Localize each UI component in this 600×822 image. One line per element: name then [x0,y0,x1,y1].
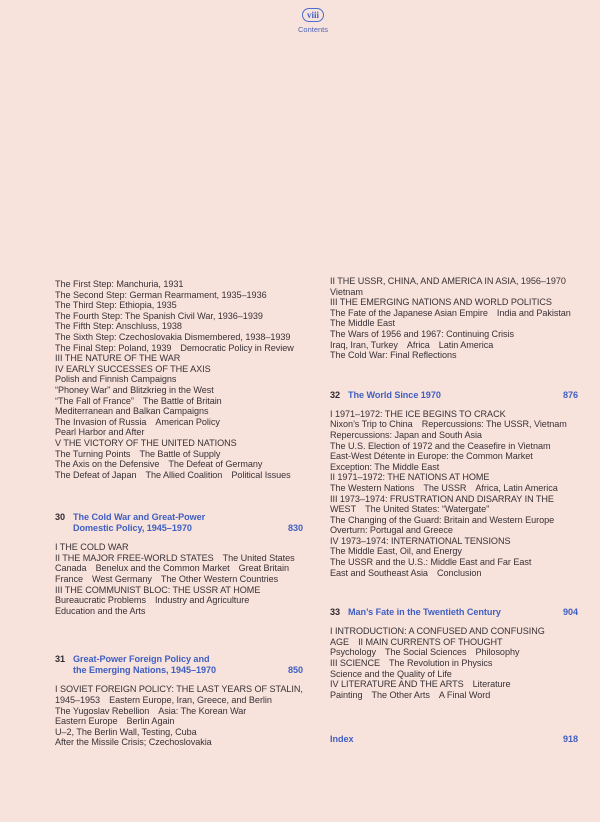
toc-entry-line [55,374,305,385]
toc-entry[interactable]: India and Pakistan [496,307,571,318]
toc-entry[interactable]: The USSR and the U.S.: Middle East and Far East [330,557,532,568]
toc-entry[interactable]: IV 1973–1974: INTERNATIONAL TENSIONS [330,535,511,546]
toc-entry-line [55,553,305,564]
toc-entry[interactable]: IV LITERATURE AND THE ARTS [330,679,464,690]
toc-entry[interactable]: East and Southeast Asia [330,567,428,578]
toc-entry[interactable]: IV EARLY SUCCESSES OF THE AXIS [55,363,211,374]
toc-entry[interactable]: The Defeat of Germany [168,459,263,470]
toc-entry[interactable]: The Third Step: Ethiopia, 1935 [55,300,177,311]
chapter-30-heading[interactable] [55,512,305,534]
toc-entry[interactable]: I 1971–1972: THE ICE BEGINS TO CRACK [330,408,506,419]
toc-entry-line [55,321,305,332]
toc-entry[interactable]: Vietnam [330,286,363,297]
chapter-number: 32 [330,389,341,400]
toc-entry[interactable]: A Final Word [438,689,491,700]
chapter-31-entries [55,684,305,748]
toc-entry-line [55,396,305,407]
toc-entry-line [330,658,580,669]
toc-entry[interactable]: III 1973–1974: FRUSTRATION AND DISARRAY IN THE [330,493,554,504]
index-heading[interactable] [330,734,580,745]
left-column [55,279,305,748]
toc-entry-line [330,679,580,690]
toc-entry[interactable]: Repercussions: The USSR, Vietnam [421,419,567,430]
toc-entry[interactable]: The Fate of the Japanese Asian Empire [330,307,488,318]
toc-entry-line [55,332,305,343]
toc-entry-line [330,287,580,298]
toc-entry[interactable]: Bureaucratic Problems [55,595,146,606]
toc-entry-line [55,737,305,748]
toc-entry[interactable]: V THE VICTORY OF THE UNITED NATIONS [55,437,237,448]
page-number-badge: viii [302,8,324,22]
toc-entry-line [330,472,580,483]
toc-entry-line [330,483,580,494]
toc-entry-line [330,308,580,319]
toc-entry-line [330,568,580,579]
toc-entry-line [330,504,580,515]
toc-entry[interactable]: Africa, Latin America [475,482,558,493]
toc-entry[interactable]: The Changing of the Guard: Britain and Western Europe [330,514,555,525]
toc-entry-line [330,350,580,361]
toc-entry[interactable]: The Other Arts [371,689,430,700]
toc-entry[interactable]: The Turning Points [55,448,131,459]
toc-entry[interactable]: Mediterranean and Balkan Campaigns [55,406,209,417]
toc-entry-line [55,716,305,727]
toc-entry-line [330,276,580,287]
toc-entry[interactable]: Polish and Finnish Campaigns [55,374,177,385]
toc-entry[interactable]: The Fourth Step: The Spanish Civil War, 1936–1939 [55,310,263,321]
chapter-33-heading[interactable] [330,607,580,618]
chapter-number: 30 [55,512,66,523]
toc-entry[interactable]: The Middle East, Oil, and Energy [330,546,462,557]
toc-entry[interactable]: The Fifth Step: Anschluss, 1938 [55,321,182,332]
toc-entry-line [330,441,580,452]
toc-entry-line [330,297,580,308]
toc-entry[interactable]: West Germany [92,574,152,585]
toc-entry-line [330,626,580,637]
toc-entry[interactable]: “Phoney War” and Blitzkrieg in the West [55,384,214,395]
toc-entry[interactable]: U–2, The Berlin Wall, Testing, Cuba [55,726,197,737]
toc-entry-line [330,515,580,526]
toc-entry[interactable]: The Second Step: German Rearmament, 1935–1936 [55,289,267,300]
toc-entry-line [330,546,580,557]
chapter-32-entries [330,409,580,579]
toc-entry[interactable]: III SCIENCE [330,658,380,669]
toc-entry-line [330,419,580,430]
toc-entry[interactable]: The Social Sciences [385,647,467,658]
chapter-30-entries [55,542,305,616]
toc-entry[interactable]: Africa [406,339,430,350]
toc-entry-line [55,343,305,354]
toc-entry-line [330,329,580,340]
toc-entry[interactable]: Repercussions: Japan and South Asia [330,429,482,440]
toc-entry-line [55,364,305,375]
toc-entry[interactable]: II THE USSR, CHINA, AND AMERICA IN ASIA, 1956–1970 [330,276,566,286]
chapter-title-line: The World Since 1970 [348,389,441,400]
toc-entry[interactable]: WEST [330,504,357,515]
toc-entry[interactable]: “The Fall of France” [55,395,134,406]
toc-entry-line [330,525,580,536]
toc-entry[interactable]: The First Step: Manchuria, 1931 [55,279,184,289]
index-title: Index [330,734,354,745]
toc-entry-line [330,409,580,420]
toc-entry-line [55,459,305,470]
toc-entry-line [330,690,580,701]
toc-entry[interactable]: American Policy [155,416,220,427]
toc-entry-line [330,536,580,547]
toc-entry-line [330,647,580,658]
toc-entry[interactable]: Eastern Europe [55,716,118,727]
toc-entry[interactable]: II THE MAJOR FREE-WORLD STATES [55,552,214,563]
toc-entry[interactable]: Painting [330,689,363,700]
toc-entry-line [55,385,305,396]
toc-entry[interactable]: II MAIN CURRENTS OF THOUGHT [358,636,503,647]
chapter29-continued-entries [55,279,305,480]
toc-entry-line [55,684,305,695]
toc-entry-line [330,637,580,648]
toc-entry-line [55,417,305,428]
toc-entry[interactable]: Canada [55,563,87,574]
chapter-page-number: 850 [287,665,303,676]
toc-entry-line [55,542,305,553]
toc-entry[interactable]: The Battle of Britain [142,395,222,406]
toc-entry[interactable]: I THE COLD WAR [55,542,129,553]
toc-entry-line [55,353,305,364]
toc-entry[interactable]: Education and the Arts [55,605,146,616]
chapter-number: 33 [330,607,341,618]
toc-entry-line [55,311,305,322]
toc-entry-line [55,406,305,417]
toc-entry-line [55,727,305,738]
toc-entry[interactable]: The Middle East [330,318,395,329]
toc-entry[interactable]: The Invasion of Russia [55,416,147,427]
toc-entry[interactable]: The Cold War: Final Reflections [330,350,457,361]
toc-entry[interactable]: Pearl Harbor and After [55,427,145,438]
toc-entry[interactable]: Science and the Quality of Life [330,668,452,679]
toc-entry[interactable]: Psychology [330,647,377,658]
toc-entry[interactable]: The Sixth Step: Czechoslovakia Dismembered, 1938–1939 [55,331,291,342]
toc-entry-line [55,706,305,717]
chapter-32-heading[interactable] [330,390,580,401]
toc-entry[interactable]: Nixon’s Trip to China [330,419,413,430]
toc-entry-line [330,430,580,441]
toc-entry-line [55,300,305,311]
toc-entry-line [330,318,580,329]
toc-entry[interactable]: The Final Step: Poland, 1939 [55,342,172,353]
chapter31-continued-entries [330,276,580,361]
toc-entry-line [55,595,305,606]
toc-entry[interactable]: The Wars of 1956 and 1967: Continuing Crisis [330,328,514,339]
chapter-page-number: 876 [562,389,578,400]
toc-entry[interactable]: III THE EMERGING NATIONS AND WORLD POLITICS [330,297,552,308]
toc-entry[interactable]: III THE NATURE OF THE WAR [55,353,181,364]
toc-entry-line [330,340,580,351]
toc-entry-line [330,451,580,462]
chapter-title-line: Great-Power Foreign Policy and [73,654,210,665]
toc-entry[interactable]: Philosophy [475,647,520,658]
chapter-33-entries [330,626,580,700]
chapter-title-line: The Cold War and Great-Power [73,512,206,523]
toc-entry[interactable]: 1945–1953 [55,695,101,706]
toc-entry[interactable]: The U.S. Election of 1972 and the Ceasefire in Vietnam [330,440,551,451]
toc-entry[interactable]: The Axis on the Defensive [55,459,160,470]
toc-entry[interactable]: Great Britain [238,563,289,574]
toc-entry[interactable]: The United States [222,552,295,563]
toc-entry[interactable]: Latin America [438,339,494,350]
toc-entry[interactable]: France [55,574,84,585]
toc-entry-line [55,563,305,574]
toc-entry[interactable]: I INTRODUCTION: A CONFUSED AND CONFUSING [330,626,545,637]
index-page-number: 918 [562,734,578,745]
chapter-title-line: Domestic Policy, 1945–1970 [73,523,192,534]
toc-entry[interactable]: Industry and Agriculture [154,595,250,606]
toc-entry[interactable]: Berlin Again [126,716,175,727]
toc-entry-line [330,462,580,473]
toc-entry-line [330,494,580,505]
right-column [330,276,580,753]
toc-entry[interactable]: III THE COMMUNIST BLOC: THE USSR AT HOME [55,584,261,595]
chapter-title-line: Man’s Fate in the Twentieth Century [348,607,501,618]
toc-entry[interactable]: Overturn: Portugal and Greece [330,525,453,536]
toc-entry[interactable]: The Battle of Supply [139,448,221,459]
toc-entry[interactable]: The Yugoslav Rebellion [55,705,150,716]
running-head: Contents [297,25,329,34]
toc-entry[interactable]: Political Issues [231,469,291,480]
toc-entry-line [55,695,305,706]
toc-entry-line [55,290,305,301]
toc-entry[interactable]: The USSR [423,482,467,493]
toc-entry-line [55,606,305,617]
toc-entry[interactable]: Democratic Policy in Review [180,342,294,353]
toc-entry-line [55,279,305,290]
toc-entry[interactable]: Conclusion [436,567,482,578]
toc-entry[interactable]: I SOVIET FOREIGN POLICY: THE LAST YEARS OF STALIN, [55,684,303,695]
toc-entry-line [55,585,305,596]
toc-entry[interactable]: After the Missile Crisis; Czechoslovakia [55,737,212,748]
toc-entry[interactable]: The Other Western Countries [160,574,279,585]
toc-entry[interactable]: The Revolution in Physics [388,658,493,669]
toc-entry-line [55,427,305,438]
toc-entry[interactable]: The Allied Coalition [145,469,223,480]
toc-entry[interactable]: East-West Détente in Europe: the Common Market [330,451,533,462]
toc-entry[interactable]: Benelux and the Common Market [95,563,230,574]
chapter-title-line: the Emerging Nations, 1945–1970 [73,665,217,676]
toc-entry[interactable]: Exception: The Middle East [330,461,440,472]
toc-entry-line [55,470,305,481]
toc-entry[interactable]: AGE [330,636,350,647]
toc-entry[interactable]: Iraq, Iran, Turkey [330,339,398,350]
chapter-31-heading[interactable] [55,654,305,676]
toc-entry-line [55,574,305,585]
toc-entry-line [55,438,305,449]
toc-entry-line [55,449,305,460]
toc-entry-line [330,669,580,680]
toc-entry[interactable]: II 1971–1972: THE NATIONS AT HOME [330,472,490,483]
toc-entry[interactable]: The Western Nations [330,482,415,493]
toc-entry[interactable]: Literature [472,679,511,690]
toc-entry[interactable]: Eastern Europe, Iran, Greece, and Berlin [109,695,272,706]
toc-entry[interactable]: Asia: The Korean War [158,705,247,716]
toc-entry[interactable]: The United States: “Watergate” [365,504,490,515]
toc-entry[interactable]: The Defeat of Japan [55,469,137,480]
chapter-page-number: 904 [562,607,578,618]
chapter-number: 31 [55,654,66,665]
toc-entry-line [330,557,580,568]
chapter-page-number: 830 [287,523,303,534]
